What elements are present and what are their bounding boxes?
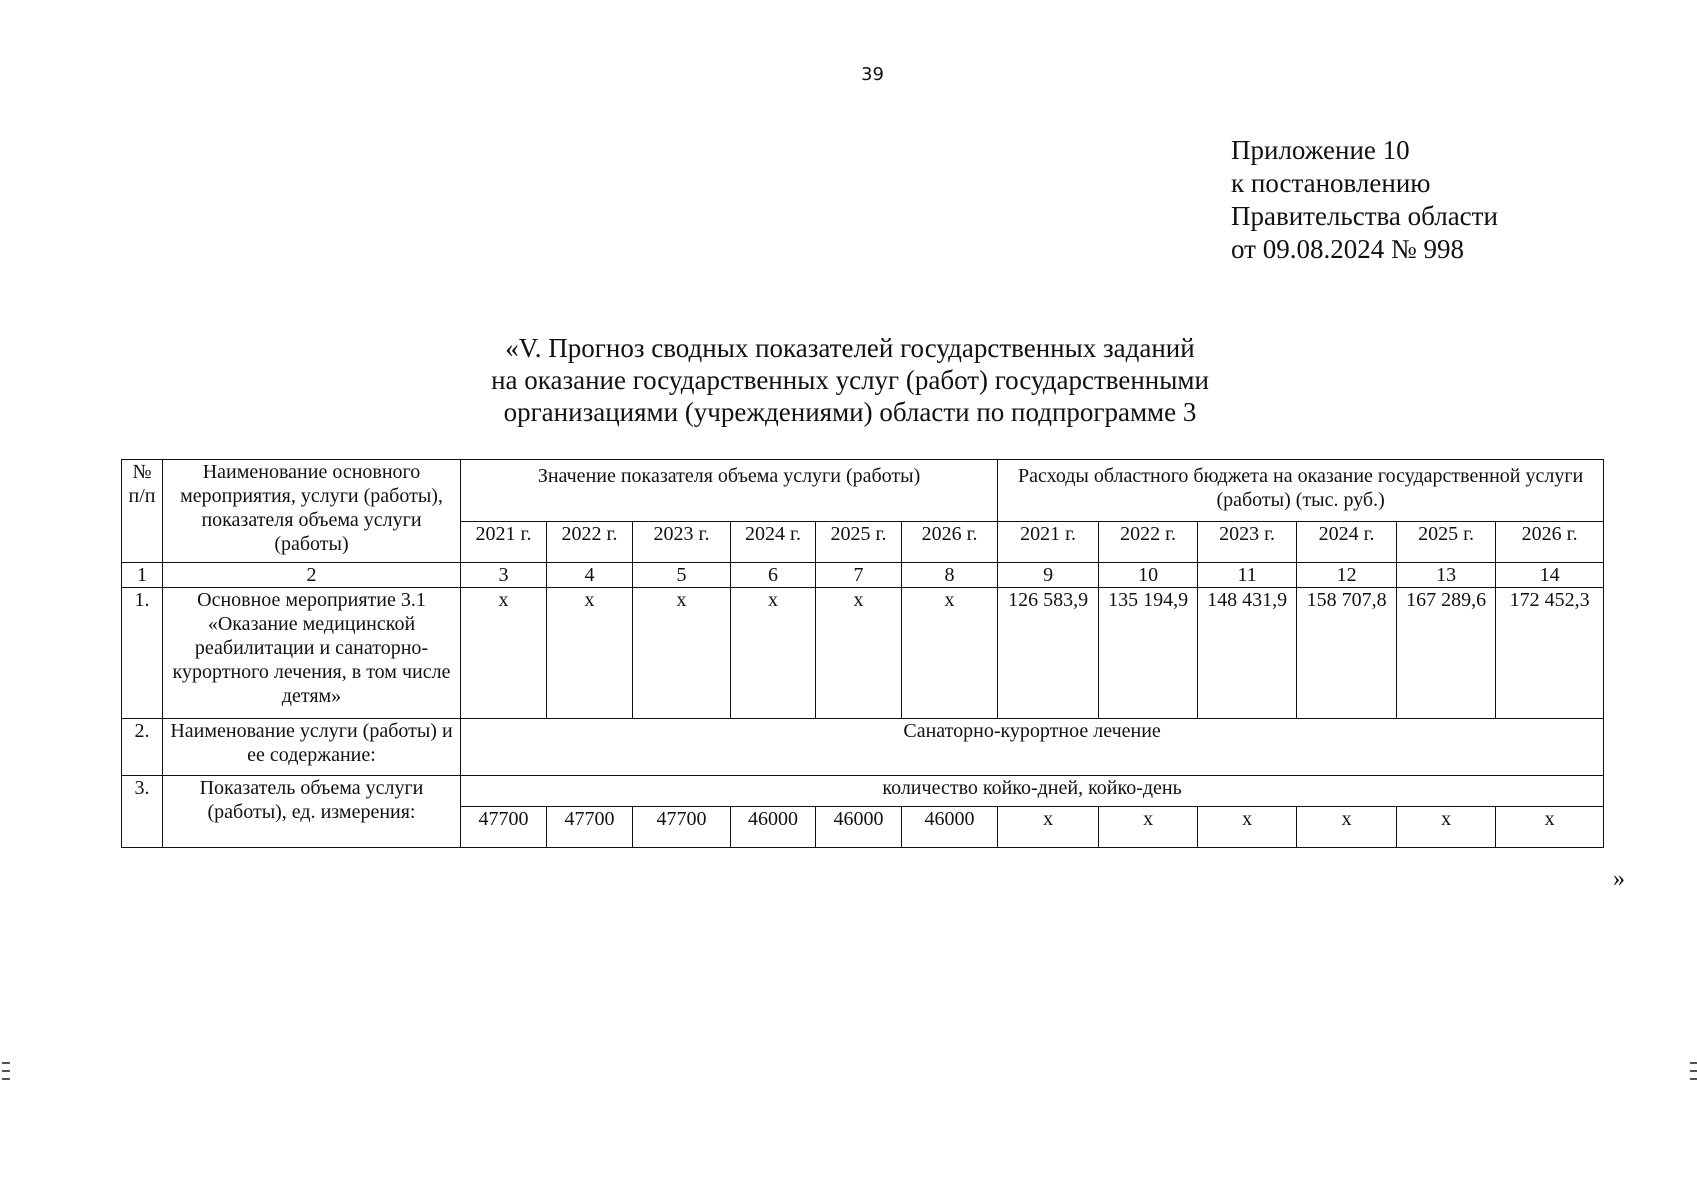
volume-cell: х: [547, 588, 633, 719]
column-number: 13: [1397, 563, 1496, 588]
header-year: 2026 г.: [902, 522, 998, 563]
row-name: Показатель объема услуги (работы), ед. измерения:: [163, 776, 461, 848]
volume-cell: 46000: [816, 807, 902, 848]
row-name: Основное мероприятие 3.1 «Оказание медицинской реабилитации и санаторно-курортного лечения, в том числе детям»: [163, 588, 461, 719]
column-number: 7: [816, 563, 902, 588]
expense-cell: 172 452,3: [1496, 588, 1604, 719]
row-num: 2.: [122, 719, 163, 776]
header-year: 2021 г.: [998, 522, 1099, 563]
column-number: 9: [998, 563, 1099, 588]
column-number: 3: [461, 563, 547, 588]
appendix-line: Правительства области: [1231, 201, 1498, 231]
expense-cell: х: [1496, 807, 1604, 848]
volume-cell: х: [461, 588, 547, 719]
table-row: [122, 776, 1604, 807]
title-line: на оказание государственных услуг (работ) государственными: [491, 365, 1209, 395]
column-number: 8: [902, 563, 998, 588]
indicator-unit: количество койко-дней, койко-день: [461, 776, 1604, 807]
closing-quote: »: [1613, 866, 1625, 892]
header-year: 2026 г.: [1496, 522, 1604, 563]
header-year: 2024 г.: [731, 522, 816, 563]
column-number: 14: [1496, 563, 1604, 588]
expense-cell: х: [1397, 807, 1496, 848]
table-row: [122, 588, 1604, 719]
appendix-line: Приложение 10: [1231, 135, 1410, 165]
expense-cell: 158 707,8: [1297, 588, 1397, 719]
column-number: 6: [731, 563, 816, 588]
column-number: 2: [163, 563, 461, 588]
scan-margin-mark: [1690, 1062, 1697, 1090]
header-year: 2025 г.: [1397, 522, 1496, 563]
header-year: 2023 г.: [633, 522, 731, 563]
volume-cell: х: [633, 588, 731, 719]
row-num: 1.: [122, 588, 163, 719]
volume-cell: х: [816, 588, 902, 719]
header-year: 2023 г.: [1198, 522, 1297, 563]
forecast-table: [121, 459, 1604, 848]
header-year: 2022 г.: [1099, 522, 1198, 563]
column-number: 11: [1198, 563, 1297, 588]
expense-cell: х: [1099, 807, 1198, 848]
column-number: 5: [633, 563, 731, 588]
expense-cell: х: [1297, 807, 1397, 848]
appendix-line: к постановлению: [1231, 168, 1431, 198]
volume-cell: х: [902, 588, 998, 719]
column-number-row: [122, 563, 1604, 588]
header-year: 2024 г.: [1297, 522, 1397, 563]
volume-cell: 46000: [731, 807, 816, 848]
column-number: 12: [1297, 563, 1397, 588]
header-num: № п/п: [122, 460, 163, 563]
column-number: 10: [1099, 563, 1198, 588]
row-num: 3.: [122, 776, 163, 848]
appendix-block: [1231, 134, 1498, 266]
header-expense-group: Расходы областного бюджета на оказание государственной услуги (работы) (тыс. руб.): [998, 460, 1604, 522]
header-volume-group: Значение показателя объема услуги (работы): [461, 460, 998, 522]
volume-cell: х: [731, 588, 816, 719]
expense-cell: 126 583,9: [998, 588, 1099, 719]
column-number: 4: [547, 563, 633, 588]
document-title: [330, 332, 1370, 428]
volume-cell: 47700: [547, 807, 633, 848]
expense-cell: х: [1198, 807, 1297, 848]
volume-cell: 46000: [902, 807, 998, 848]
service-name-value: Санаторно-курортное лечение: [461, 719, 1604, 776]
table-row: [122, 719, 1604, 776]
page-number: 39: [861, 64, 884, 85]
volume-cell: 47700: [633, 807, 731, 848]
title-line: организациями (учреждениями) области по подпрограмме 3: [503, 397, 1197, 427]
header-name: Наименование основного мероприятия, услуги (работы), показателя объема услуги (работы): [163, 460, 461, 563]
header-row: [122, 460, 1604, 522]
appendix-line: от 09.08.2024 № 998: [1231, 234, 1464, 264]
header-year: 2021 г.: [461, 522, 547, 563]
header-year: 2022 г.: [547, 522, 633, 563]
title-line: «V. Прогноз сводных показателей государственных заданий: [505, 333, 1195, 363]
expense-cell: х: [998, 807, 1099, 848]
column-number: 1: [122, 563, 163, 588]
expense-cell: 148 431,9: [1198, 588, 1297, 719]
row-name: Наименование услуги (работы) и ее содержание:: [163, 719, 461, 776]
header-year: 2025 г.: [816, 522, 902, 563]
volume-cell: 47700: [461, 807, 547, 848]
scan-margin-mark: [2, 1062, 10, 1090]
expense-cell: 167 289,6: [1397, 588, 1496, 719]
expense-cell: 135 194,9: [1099, 588, 1198, 719]
